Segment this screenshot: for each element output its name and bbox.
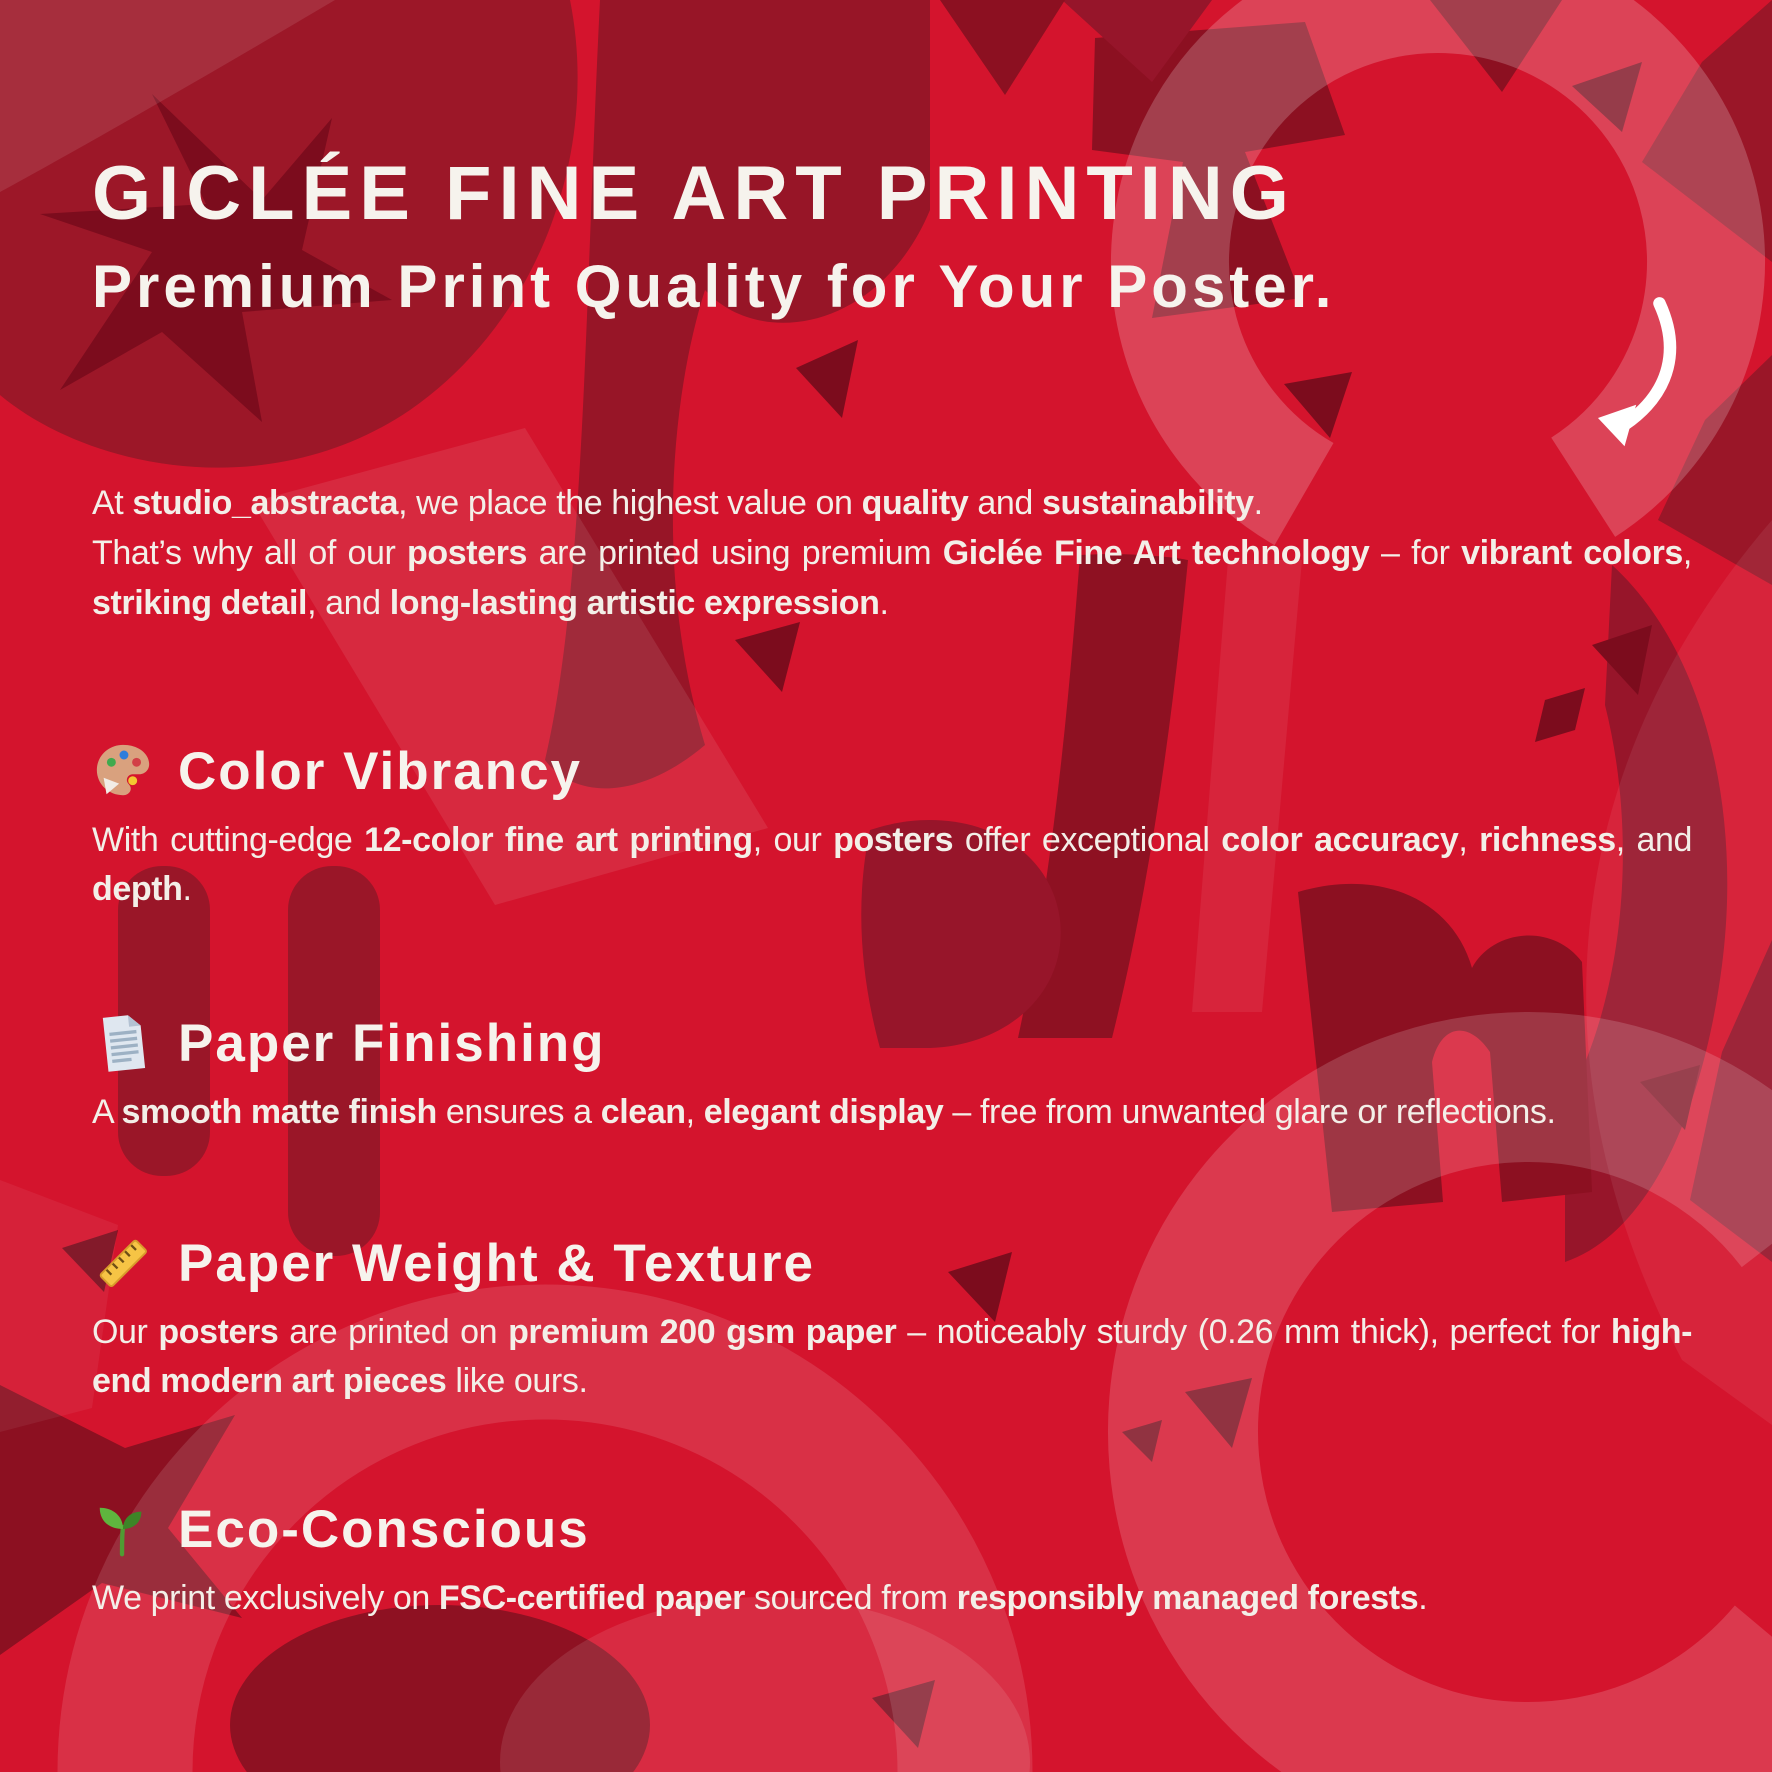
section-paper-finishing	[92, 1012, 1692, 1137]
palette-icon	[92, 740, 154, 802]
section-heading-row	[92, 1012, 1692, 1074]
page-icon	[92, 1012, 154, 1074]
section-heading: Eco-Conscious	[178, 1499, 590, 1559]
ruler-icon	[92, 1232, 154, 1294]
page-title: GICLÉE FINE ART PRINTING	[92, 151, 1296, 236]
section-body: With cutting-edge 12-color fine art printing, our posters offer exceptional color accuracy, richness, and depth.	[92, 821, 1693, 908]
seedling-icon	[92, 1498, 154, 1560]
section-body: Our posters are printed on premium 200 gsm paper – noticeably sturdy (0.26 mm thick), perfect for high-end modern art pieces like ours.	[92, 1313, 1692, 1400]
section-heading-row	[92, 1232, 1692, 1294]
section-heading: Paper Finishing	[178, 1013, 606, 1073]
section-paper-weight-texture	[92, 1232, 1692, 1406]
section-eco-conscious	[92, 1498, 1692, 1623]
section-heading: Color Vibrancy	[178, 741, 583, 801]
section-body: We print exclusively on FSC-certified paper sourced from responsibly managed forests.	[92, 1579, 1428, 1617]
section-body: A smooth matte finish ensures a clean, elegant display – free from unwanted glare or reflections.	[92, 1093, 1556, 1131]
section-heading-row	[92, 1498, 1692, 1560]
section-color-vibrancy	[92, 740, 1692, 914]
section-heading-row	[92, 740, 1692, 802]
curved-arrow-down-icon	[1588, 288, 1696, 460]
page-subtitle: Premium Print Quality for Your Poster.	[92, 253, 1336, 320]
section-heading: Paper Weight & Texture	[178, 1233, 815, 1293]
intro-paragraph: At studio_abstracta, we place the highest value on quality and sustainability. That’s why all of our posters are printed using premium Giclée Fine Art technology – for vibrant colors, striking detail, and long-lasting artistic expression.	[92, 484, 1692, 622]
